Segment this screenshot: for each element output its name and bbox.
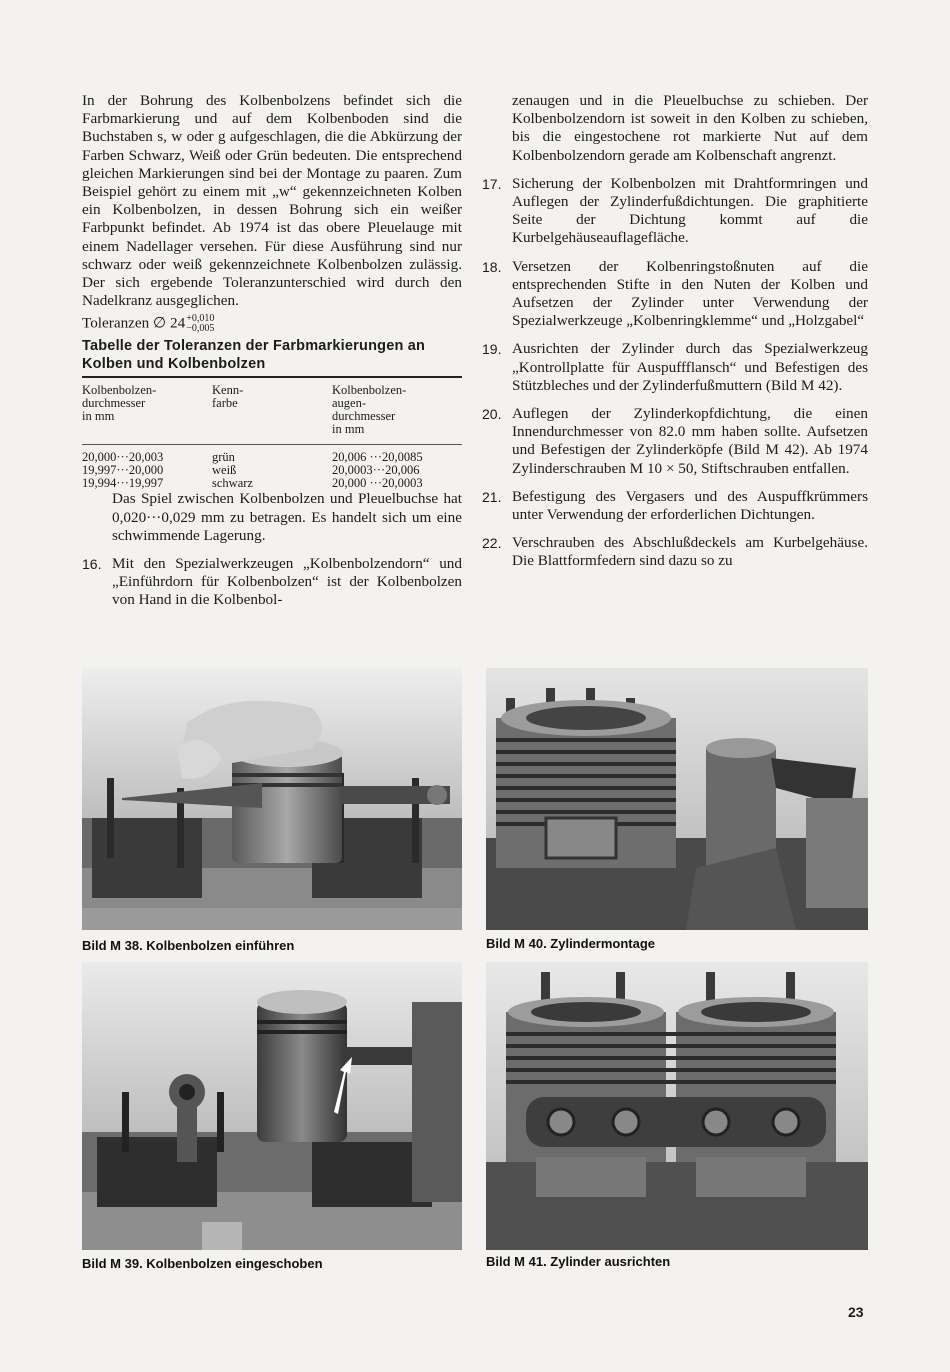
photo-kolbenbolzen-einfuehren (82, 668, 462, 930)
item-number: 19. (482, 341, 502, 358)
tolerance-line (82, 314, 462, 334)
table-header-pin-diameter: Kolbenbolzen- durchmesser in mm (82, 383, 157, 424)
instruction-item-16 (82, 555, 462, 610)
table-cell: 19,994···19,997 (82, 476, 164, 491)
item-number: 21. (482, 488, 502, 505)
table-cell: 20,000 ···20,0003 (332, 476, 423, 491)
item-number: 17. (482, 175, 502, 192)
item-text: Mit den Spezialwerkzeugen „Kolbenbolzendorn“ und „Einführdorn für Kolbenbolzen“ ist der Kolbenbolzen von Hand in die Kolbenbol- (112, 555, 462, 609)
play-paragraph: Das Spiel zwischen Kolbenbolzen und Pleuelbuchse hat 0,020···0,029 mm zu betragen. Es handelt sich um eine schwimmende Lagerung. (112, 490, 462, 544)
item-number: 22. (482, 535, 502, 552)
item-text: Verschrauben des Abschlußdeckels am Kurbelgehäuse. Die Blattformfedern sind dazu so zu (512, 534, 868, 570)
instruction-item-20 (482, 405, 868, 478)
intro-paragraph: In der Bohrung des Kolbenbolzens befindet sich die Farbmarkierung und auf dem Kolbenboden sind die Buchstaben s, w oder g aufgeschlagen, die die Abkürzung der Farben Schwarz, Weiß oder Grün bedeuten. Die entsprechend gleichen Markierungen sind bei der Montage zu paaren. Zum Beispiel gehört zu einem mit „w“ gekennzeichneten Kolben ein Kolbenbolzen, in dessen Bohrung sich ein weißer Farbpunkt befindet. Ab 1974 ist das obere Pleuelauge mit einem Nadellager versehen. Für diese Ausführung sind nur schwarz oder weiß gekennzeichnete Kolbenbolzen zulässig. Der sich ergebende Toleranzunterschied wird durch den Nadelkranz ausgeglichen. (82, 92, 462, 310)
caption-m39: Bild M 39. Kolbenbolzen eingeschoben (82, 1256, 323, 1271)
photo-kolbenbolzen-eingeschoben (82, 962, 462, 1250)
item-text: Ausrichten der Zylinder durch das Spezialwerkzeug „Kontrollplatte für Auspuffflansch“ und Befestigen des Stützbleches und der Zylinderfußmuttern (Bild M 42). (512, 340, 868, 394)
instruction-item-22 (482, 534, 868, 570)
table-cell: weiß (212, 463, 237, 478)
item-text: Versetzen der Kolbenringstoßnuten auf die entsprechenden Stifte in den Nuten der Kolben und Aufsetzen der Zylinder unter Verwendung der Spezialwerkzeuge „Kolbenringklemme“ und „Holzgabel“ (512, 257, 868, 330)
tolerance-table (82, 378, 462, 490)
continuation-paragraph: zenaugen und in die Pleuelbuchse zu schieben. Der Kolbenbolzendorn ist soweit in den Kolben zu schieben, bis die eingestochene rot markierte Nut auf dem Kolbenbolzendorn gerade am Kolbenschaft angrenzt. (512, 92, 868, 164)
caption-m38: Bild M 38. Kolbenbolzen einführen (82, 938, 295, 953)
table-header-eye-diameter: Kolbenbolzen- augen- durchmesser in mm (332, 383, 407, 437)
caption-m41: Bild M 41. Zylinder ausrichten (486, 1254, 671, 1269)
item-number: 18. (482, 258, 502, 275)
item-text: Sicherung der Kolbenbolzen mit Drahtformringen und Auflegen der Zylinderfußdichtungen. Die graphitierte Seite der Dichtung kommt auf die Kurbelgehäuseauflagefläche. (512, 174, 868, 247)
table-cell: schwarz (212, 476, 253, 491)
tolerance-lower: −0,005 (186, 323, 215, 335)
left-column (82, 92, 462, 610)
photo-zylindermontage (486, 668, 868, 930)
instruction-item-19 (482, 340, 868, 395)
photo-zylinder-ausrichten (486, 962, 868, 1250)
table-cell: grün (212, 450, 235, 465)
instruction-item-17 (482, 175, 868, 248)
page-number: 23 (848, 1304, 864, 1320)
caption-m40: Bild M 40. Zylindermontage (486, 936, 656, 951)
item-number: 20. (482, 406, 502, 423)
table-cell: 20,006 ···20,0085 (332, 450, 423, 465)
tolerance-fraction (186, 314, 214, 334)
instruction-item-18 (482, 258, 868, 331)
table-row (82, 477, 462, 490)
table-header-color: Kenn- farbe (212, 383, 244, 411)
item-text: Befestigung des Vergasers und des Auspuffkrümmers unter Verwendung der erforderlichen Dichtungen. (512, 487, 868, 524)
table-header-rule (82, 444, 462, 445)
table-cell: 20,000···20,003 (82, 450, 164, 465)
item-number: 16. (82, 556, 102, 573)
table-heading: Tabelle der Toleranzen der Farbmarkierungen an Kolben und Kolbenbolzen (82, 338, 426, 373)
item-text: Auflegen der Zylinderkopfdichtung, die einen Innendurchmesser von 82.0 mm haben sollte. Aufsetzen und Befestigen der Zylinderköpfe (Bild M 42). Ab 1974 Zylinderschrauben M 10 × 50, Stiftschrauben entfallen. (512, 405, 868, 477)
instruction-item-21 (482, 488, 868, 524)
table-cell: 19,997···20,000 (82, 463, 164, 478)
tolerance-upper: +0,010 (186, 313, 215, 325)
right-column (482, 92, 868, 571)
tolerance-label: Toleranzen ∅ 24 (82, 314, 186, 332)
table-cell: 20,0003···20,006 (332, 463, 420, 478)
